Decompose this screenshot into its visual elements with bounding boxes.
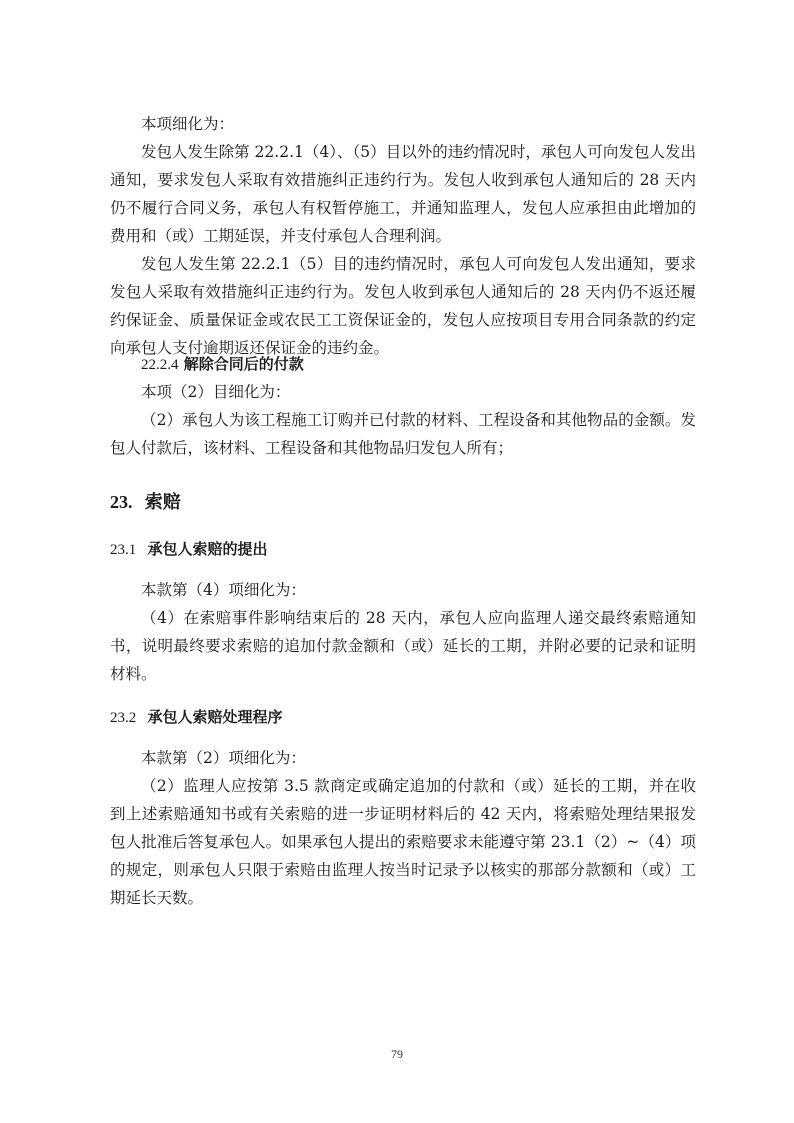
paragraph: （4）在索赔事件影响结束后的 28 天内，承包人应向监理人递交最终索赔通知书，说明最终要求索赔的追加付款金额和（或）延长的工期，并附必要的记录和证明材料。 xyxy=(110,609,696,683)
section-number: 23.2 xyxy=(110,710,137,726)
paragraph: 发包人发生第 22.2.1（5）目的违约情况时，承包人可向发包人发出通知，要求发包人采取有效措施纠正违约行为。发包人收到承包人通知后的 28 天内仍不返还履约保证金、质量保证金或农民工工资保证金的，发包人应按项目专用合同条款的约定向承包人支付逾期返还保证金的违约金。 xyxy=(110,255,696,357)
page-number: 79 xyxy=(391,1047,403,1061)
subsection-heading-22-2-4 xyxy=(141,352,304,377)
section-heading-23-1 xyxy=(110,537,268,562)
section-title: 承包人索赔的提出 xyxy=(147,540,268,558)
section-title: 承包人索赔处理程序 xyxy=(147,708,283,726)
paragraph: （2）监理人应按第 3.5 款商定或确定追加的付款和（或）延长的工期，并在收到上述索赔通知书或有关索赔的进一步证明材料后的 42 天内，将索赔处理结果报发包人批准后答复承包人。如果承包人提出的索赔要求未能遵守第 23.1（2）~（4）项的规定，则承包人只限于索赔由监理人按当时记录予以核实的那部分款额和（或）工期延长天数。 xyxy=(110,777,696,907)
paragraph: 本项细化为： xyxy=(141,115,235,133)
subsection-title: 解除合同后的付款 xyxy=(183,355,304,373)
section-heading-23-2 xyxy=(110,705,283,730)
subsection-number: 22.2.4 xyxy=(141,357,179,373)
paragraph: 本项（2）目细化为： xyxy=(141,383,291,401)
paragraph: 发包人发生除第 22.2.1（4）、（5）目以外的违约情况时，承包人可向发包人发出通知，要求发包人采取有效措施纠正违约行为。发包人收到承包人通知后的 28 天内仍不履行合同义务，承包人有权暂停施工，并通知监理人，发包人应承担由此增加的费用和（或）工期延误，并支付承包人合理利润。 xyxy=(110,143,696,245)
paragraph: （2）承包人为该工程施工订购并已付款的材料、工程设备和其他物品的金额。发包人付款后，该材料、工程设备和其他物品归发包人所有； xyxy=(110,411,696,457)
chapter-heading-23 xyxy=(110,488,181,517)
paragraph: 本款第（2）项细化为： xyxy=(141,749,306,767)
paragraph: 本款第（4）项细化为： xyxy=(141,581,306,599)
chapter-number: 23. xyxy=(110,492,133,512)
section-number: 23.1 xyxy=(110,542,137,558)
chapter-title: 索赔 xyxy=(144,492,181,513)
